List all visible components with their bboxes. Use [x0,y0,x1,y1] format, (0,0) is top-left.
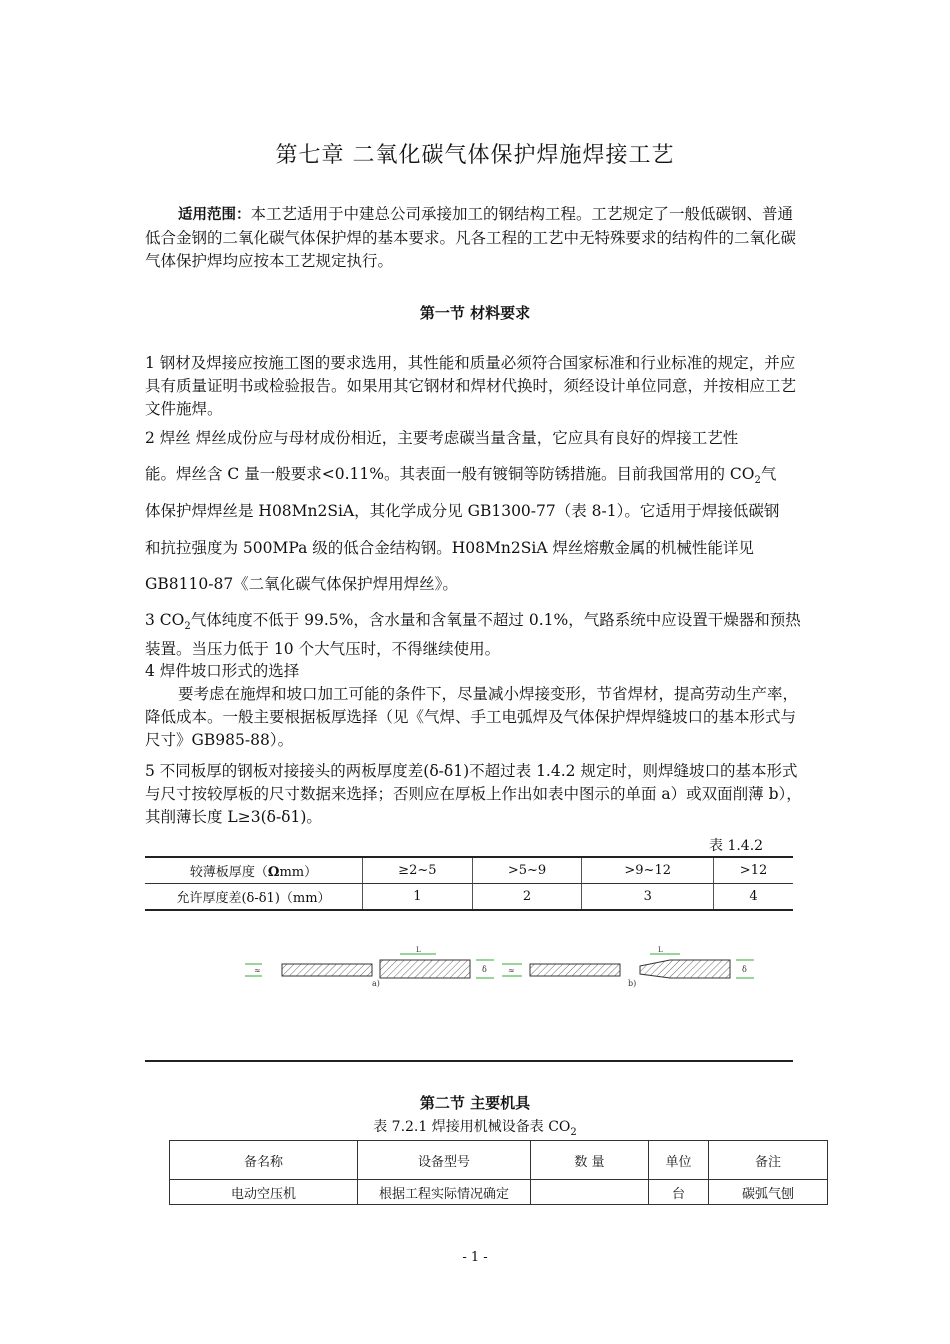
table-cell: 4 [714,884,793,911]
table-cell: 2 [472,884,582,911]
table-cell: ≥2~5 [363,857,473,884]
table-cell: 3 [582,884,714,911]
svg-text:L: L [658,946,663,954]
table-cell: 电动空压机 [170,1180,358,1205]
svg-text:L: L [416,946,421,954]
table-row [145,884,793,911]
table-142-caption: 表 1.4.2 [709,838,764,854]
table-header-cell: 备注 [709,1141,828,1180]
item-4-text: 要考虑在施焊和坡口加工可能的条件下，尽量减小焊接变形，节省焊材，提高劳动生产率，降低成本。一般主要根据板厚选择（见《气焊、手工电弧焊及气体保护焊焊缝坡口的基本形式与尺寸》GB985-88）。 [145,685,799,749]
joint-thinning-diagram [240,940,780,995]
table-header-cell: 数 量 [531,1141,649,1180]
item-2-line-3: 体保护焊焊丝是 H08Mn2SiA，其化学成分见 GB1300-77（表 8-1）。它适用于焊接低碳钢 [145,502,780,520]
item-2-line-5: GB8110-87《二氧化碳气体保护焊用焊丝》。 [145,575,458,593]
thickness-difference-table [145,856,793,911]
table-cell: 较薄板厚度（Ωmm） [145,857,363,884]
item-1: 1 钢材及焊接应按施工图的要求选用，其性能和质量必须符合国家标准和行业标准的规定，并应具有质量证明书或检验报告。如果用其它钢材和焊材代换时，须经设计单位同意，并按相应工艺文件施焊。 [145,354,797,418]
scope-paragraph [145,203,807,273]
table-cell: >9~12 [582,857,714,884]
table-cell: >5~9 [472,857,582,884]
scope-lead: 适用范围： [178,207,251,223]
table-721-caption: 表 7.2.1 焊接用机械设备表 $CO_2$ [373,1119,577,1138]
label-a: a) [372,979,380,988]
chapter-title: 第七章 二氧化碳气体保护焊施焊接工艺 [275,143,675,168]
diagram-b [502,946,754,988]
table-cell: 允许厚度差(δ-δ1)（mm） [145,884,363,911]
equipment-table [169,1140,828,1205]
section2-heading: 第二节 主要机具 [419,1094,531,1112]
item-3: 3 $CO_2$气体纯度不低于 99.5%，含水量和含氧量不超过 0.1%，气路系统中应设置干燥器和预热装置。当压力低于 10 个大气压时，不得继续使用。 [145,611,801,659]
table-cell: 台 [649,1180,709,1205]
item-2-line-4: 和抗拉强度为 500MPa 级的低合金结构钢。H08Mn2SiA 焊丝熔敷金属的机械性能详见 [145,539,754,557]
item-5: 5 不同板厚的钢板对接接头的两板厚度差(δ-δ1)不超过表 1.4.2 规定时，则焊缝坡口的基本形式与尺寸按较厚板的尺寸数据来选择；否则应在厚板上作出如表中图示的单面 a）或双面削薄 b），其削薄长度 L≥3(δ-δ1)。 [145,762,802,826]
item-2-line-1: 2 焊丝 焊丝成份应与母材成份相近，主要考虑碳当量含量，它应具有良好的焊接工艺性 [145,429,739,447]
table-row [145,857,793,884]
table-header-cell: 设备型号 [358,1141,531,1180]
section1-heading: 第一节 材料要求 [419,304,531,322]
page-number: - 1 - [462,1250,488,1265]
table-header-cell: 备名称 [170,1141,358,1180]
diagram-a [245,946,494,988]
table-cell: 1 [363,884,473,911]
table-cell [531,1180,649,1205]
label-b: b) [628,979,637,988]
svg-text:≈: ≈ [254,966,261,975]
table-header-row [170,1141,828,1180]
divider [145,1060,793,1062]
svg-text:δ: δ [482,965,487,974]
table-cell: 碳弧气刨 [709,1180,828,1205]
item-4-heading: 4 焊件坡口形式的选择 [145,662,300,680]
table-cell: >12 [714,857,793,884]
table-header-cell: 单位 [649,1141,709,1180]
item-2-line-2: 能。焊丝含 C 量一般要求<0.11%。其表面一般有镀铜等防锈措施。目前我国常用的 $CO_2$气 [145,465,777,487]
svg-text:≈: ≈ [508,966,515,975]
scope-text: 本工艺适用于中建总公司承接加工的钢结构工程。工艺规定了一般低碳钢、普通低合金钢的二氧化碳气体保护焊的基本要求。凡各工程的工艺中无特殊要求的结构件的二氧化碳气体保护焊均应按本工艺规定执行。 [145,205,797,270]
table-row [170,1180,828,1205]
table-cell: 根据工程实际情况确定 [358,1180,531,1205]
svg-text:δ: δ [742,965,747,974]
